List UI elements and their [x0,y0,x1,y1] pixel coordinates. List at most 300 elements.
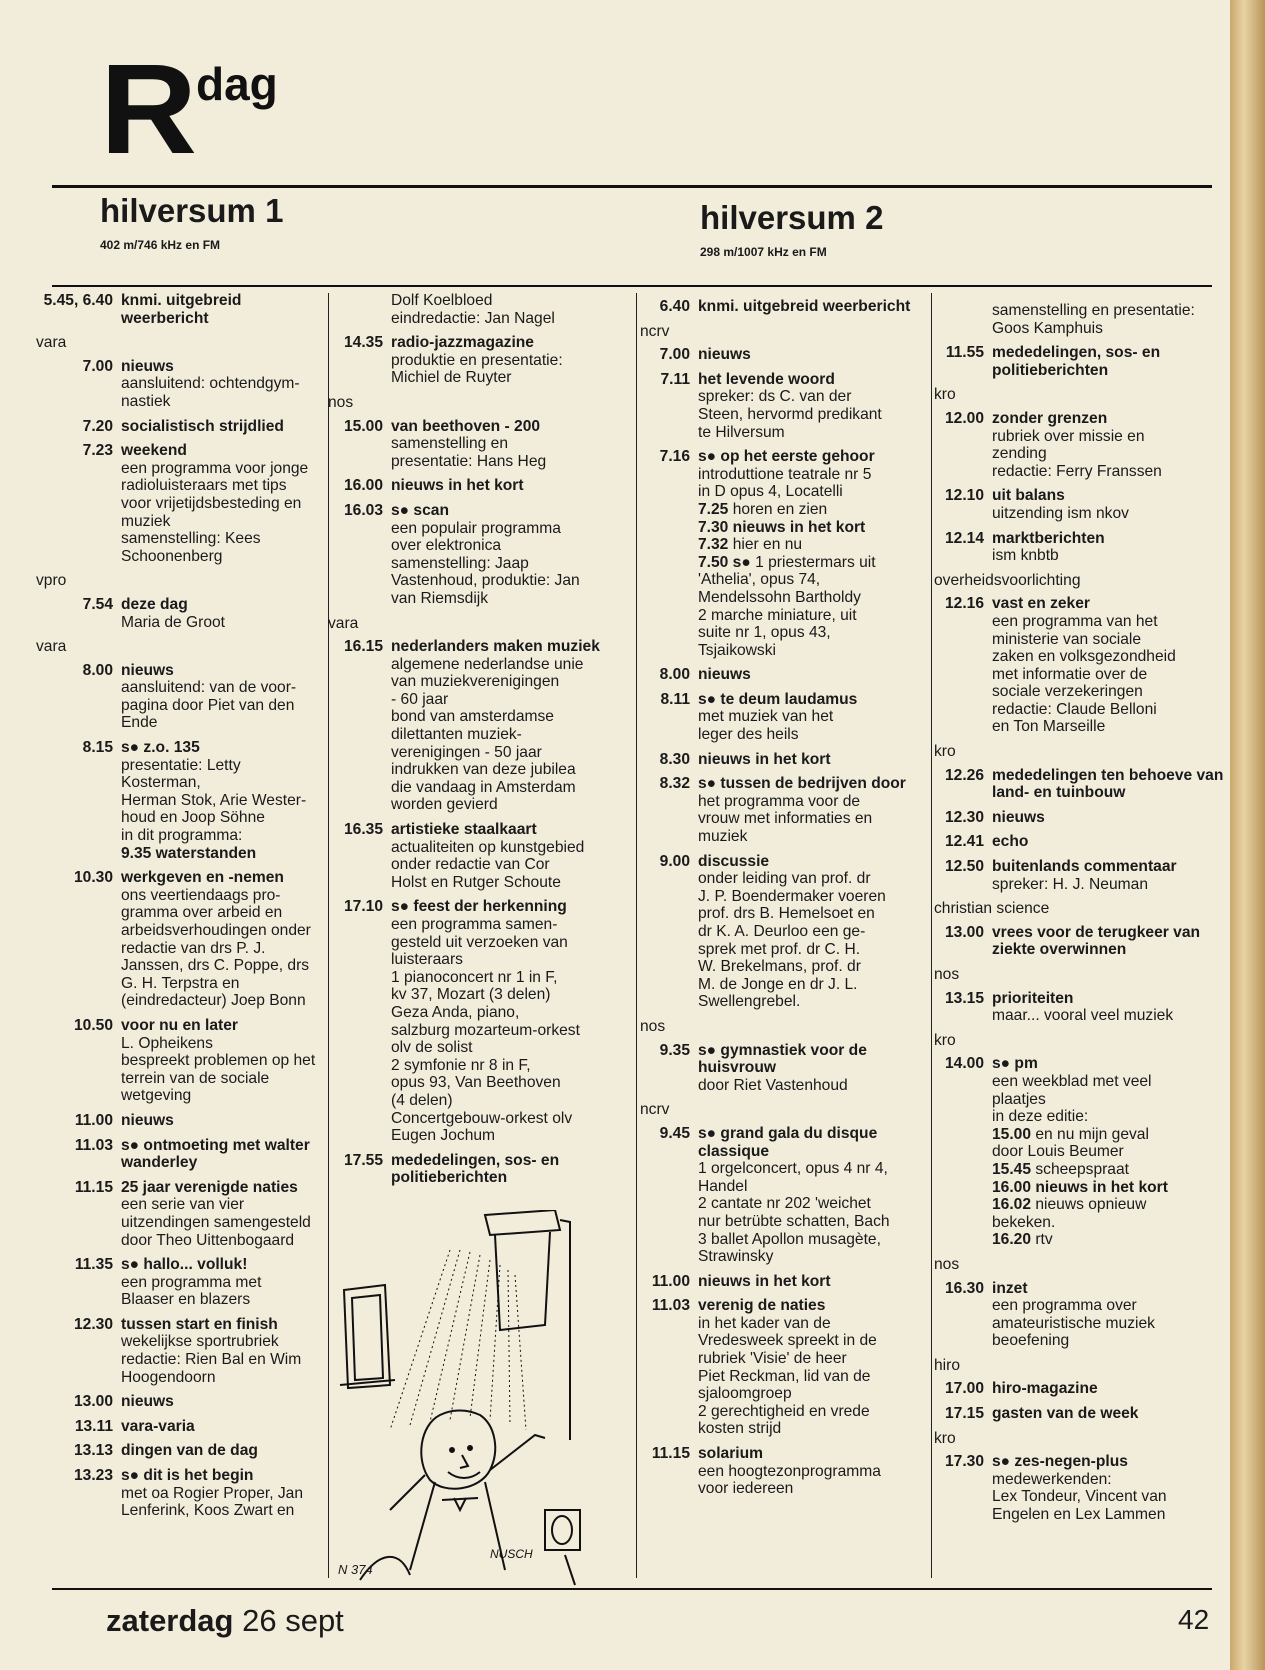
program-content [992,858,1224,893]
broadcaster-label: christian science [934,900,1050,918]
program-title: marktberichten [992,529,1105,547]
program-time: 16.30 [944,1279,984,1297]
program-line: 2 cantate nr 202 'weichet [698,1195,871,1213]
broadcaster-label: vara [36,334,67,352]
program-time: 11.00 [651,1272,690,1290]
program-time: 14.35 [343,334,383,352]
program-line: presentatie: Letty Kosterman, [121,756,241,792]
program-time: 13.13 [73,1442,113,1460]
program-title: socialistisch strijdlied [121,417,284,435]
program-title: nieuws [992,808,1045,826]
broadcaster-label: overheidsvoorlichting [934,571,1081,589]
program-title: nieuws in het kort [698,1272,831,1290]
page-edge [1230,0,1265,1670]
program-content [391,334,630,387]
program-content [992,595,1224,736]
program-content [121,1112,322,1130]
program-content [698,1125,928,1266]
program-title: zonder grenzen [992,409,1108,427]
program-time: 7.00 [82,357,113,375]
program-entry [36,1017,322,1105]
program-line: Michiel de Ruyter [391,369,512,387]
schedule-column-4 [934,302,1224,1531]
program-line: Vastenhoud, produktie: Jan [391,572,580,590]
subitem-text: horen en zien [728,500,828,518]
program-entry [36,1137,322,1172]
program-entry [328,418,630,471]
program-time: 12.50 [944,858,984,876]
program-line: een programma van het [992,612,1158,630]
program-entry [934,302,1224,337]
program-line: beoefening [992,1332,1070,1350]
program-entry [640,298,928,316]
program-title: het levende woord [698,370,835,388]
program-content [391,502,630,608]
subitem-time: 7.32 [698,536,729,554]
program-title: s● scan [391,501,449,519]
program-line: actualiteiten op kunstgebied [391,838,585,856]
program-entry [36,418,322,436]
program-entry [640,853,928,1011]
subitem-text: 1 priestermars uit [750,553,876,571]
program-content [992,809,1224,827]
program-content [698,1297,928,1438]
program-content [121,1179,322,1249]
program-content [992,1405,1224,1423]
program-time: 7.54 [82,595,113,613]
program-subitem [992,1196,1224,1214]
program-title: discussie [698,852,770,870]
program-line: 2 symfonie nr 8 in F, [391,1056,531,1074]
program-title: van beethoven - 200 [391,417,541,435]
program-line: Dolf Koelbloed [391,292,493,309]
program-time: 12.14 [944,529,984,547]
program-line: amateuristische muziek [992,1314,1155,1332]
program-time: 8.11 [660,690,690,708]
program-time: 12.16 [944,595,984,613]
program-line: ons veertiendaags pro- [121,886,281,904]
program-entry [328,1152,630,1187]
program-subitem [992,1214,1224,1232]
program-entry [934,595,1224,736]
program-line: arbeidsverhoudingen onder [121,922,311,939]
program-line: spreker: ds C. van der [698,388,852,406]
program-content [121,1017,322,1105]
program-line: leger des heils [698,726,799,744]
program-content [698,666,928,684]
program-line: pagina door Piet van den [121,696,295,714]
program-content [121,1137,322,1172]
program-content [121,596,322,631]
program-time: 16.15 [343,638,383,656]
program-title: voor nu en later [121,1016,238,1034]
program-time: 16.35 [343,821,383,839]
masthead-sub: dag [196,58,278,110]
program-title: buitenlands commentaar [992,858,1177,876]
broadcaster-label: nos [934,966,960,983]
program-entry [328,477,630,495]
program-title: nieuws [121,1111,174,1129]
program-line: met muziek van het [698,708,834,726]
subitem-time: 7.50 s● [698,553,751,571]
program-entry [36,596,322,631]
program-line: sprek met prof. dr C. H. [698,940,861,958]
program-entry [640,448,928,659]
program-time: 16.03 [343,501,383,519]
program-line: Tsjaikowski [698,641,776,659]
program-line: indrukken van deze jubilea [391,761,576,779]
program-entry [934,1405,1224,1423]
program-content [992,924,1224,959]
subitem-text: nieuws opnieuw [1031,1196,1147,1214]
program-line: 3 ballet Apollon musagète, [698,1230,881,1248]
program-title: nieuws in het kort [391,477,524,495]
program-line: Eugen Jochum [391,1127,496,1145]
program-content [391,821,630,891]
program-entry [640,775,928,845]
program-line: van Riemsdijk [391,589,489,607]
subitem-text: hier en nu [728,536,803,554]
program-title: s● gymnastiek voor de huisvrouw [698,1041,867,1077]
program-line: nur betrübte schatten, Bach [698,1212,890,1230]
program-line: een programma voor jonge [121,459,309,477]
program-content [992,1055,1224,1249]
program-title: s● ontmoeting met walter wanderley [121,1136,310,1172]
program-title: inzet [992,1279,1028,1297]
program-time: 10.30 [73,869,113,887]
program-title: artistieke staalkaart [391,821,537,839]
cartoon-signature: NUSCH [490,1547,533,1561]
program-line: redactie: Rien Bal en Wim [121,1351,302,1369]
masthead-letter: R [100,38,193,181]
program-line: wetgeving [121,1087,192,1105]
program-line: Vredesweek spreekt in de [698,1332,877,1350]
program-line: Holst en Rutger Schoute [391,873,561,891]
program-content [992,1453,1224,1523]
program-title: mededelingen, sos- en politieberichten [391,1151,560,1187]
program-line: worden gevierd [391,796,498,814]
program-time: 8.00 [659,666,690,684]
program-content [121,1442,322,1460]
program-entry [36,442,322,565]
program-entry [640,1042,928,1095]
program-title: s● pm [992,1055,1038,1073]
program-entry [328,821,630,891]
station-frequency: 402 m/746 kHz en FM [100,238,221,252]
program-line: eindredactie: Jan Nagel [391,309,555,327]
program-time: 8.32 [659,775,690,793]
program-time [328,292,391,327]
program-title: s● hallo... volluk! [121,1256,248,1274]
program-title: uit balans [992,487,1065,505]
program-time: 7.16 [659,448,690,466]
program-entry [36,869,322,1010]
program-title: vrees voor de terugkeer van ziekte overwinnen [992,923,1201,959]
program-title: s● op het eerste gehoor [698,448,875,466]
program-entry [934,858,1224,893]
program-entry [36,1393,322,1411]
program-entry [36,739,322,862]
program-entry [640,1125,928,1266]
program-title: s● grand gala du disque classique [698,1124,878,1160]
program-line: kv 37, Mozart (3 delen) [391,986,551,1004]
program-line: een weekblad met veel [992,1072,1152,1090]
program-line: over elektronica [391,537,502,555]
subitem-time: 7.25 [698,500,729,518]
program-line: van muziekverenigingen [391,673,560,691]
program-time: 11.15 [74,1178,113,1196]
program-title: s● tussen de bedrijven door [698,775,906,793]
program-content [121,1316,322,1386]
program-title: vast en zeker [992,595,1090,613]
program-entry [328,502,630,608]
program-title: s● te deum laudamus [698,690,858,708]
program-entry [36,1256,322,1309]
station-header-hilversum-1 [100,193,283,252]
program-line: 2 marche miniature, uit [698,606,857,624]
program-line: Swellengrebel. [698,993,801,1011]
program-content [992,302,1224,337]
program-title: mededelingen, sos- en politieberichten [992,344,1161,379]
program-time: 15.00 [343,417,383,435]
program-line: olv de solist [391,1039,473,1057]
program-entry [36,1112,322,1130]
program-content [698,751,928,769]
program-line: presentatie: Hans Heg [391,452,547,470]
program-entry [328,334,630,387]
subitem-text: rtv [1031,1231,1053,1249]
program-time: 17.15 [944,1405,984,1423]
program-content [391,1152,630,1187]
program-line: samenstelling: Jaap [391,554,529,572]
program-line: redactie: Ferry Franssen [992,462,1162,480]
program-entry [640,1273,928,1291]
program-line: een programma samen- [391,916,558,933]
program-entry [934,344,1224,379]
program-entry [640,666,928,684]
program-line: aansluitend: van de voor- [121,679,297,697]
program-title: vara-varia [121,1417,195,1435]
program-line: ism knbtb [992,547,1059,565]
program-content [121,1467,322,1520]
program-line: uitzendingen samengesteld [121,1213,311,1231]
program-entry [934,1055,1224,1249]
subitem-text: scheepspraat [1031,1160,1129,1178]
program-time: 7.00 [659,346,690,364]
program-title: echo [992,833,1029,851]
program-line: muziek [121,512,171,530]
program-time: 9.45 [659,1124,690,1142]
program-subitem [992,1143,1224,1161]
program-line: Strawinsky [698,1248,774,1266]
program-entry [328,292,630,327]
program-line: M. de Jonge en dr J. L. [698,975,858,993]
page-number: 42 [1178,1604,1210,1635]
schedule-column-3 [640,298,928,1505]
program-line: introduttione teatrale nr 5 [698,465,872,483]
program-title: s● zes-negen-plus [992,1453,1128,1471]
program-line: Handel [698,1177,748,1195]
program-title: nieuws [121,357,174,375]
program-content [698,298,928,316]
program-line: Concertgebouw-orkest olv [391,1109,573,1127]
subitem-time: 16.02 [992,1196,1032,1214]
broadcaster-label: kro [934,1031,956,1049]
program-line: Mendelssohn Bartholdy [698,588,861,606]
program-line: Engelen en Lex Lammen [992,1506,1166,1524]
program-title: nieuws [698,346,751,364]
program-entry [640,1297,928,1438]
program-line: door Riet Vastenhoud [698,1076,848,1094]
program-line: medewerkenden: [992,1470,1112,1488]
program-line: die vandaag in Amsterdam [391,778,576,796]
program-content [698,691,928,744]
program-entry [934,1453,1224,1523]
program-content [391,638,630,814]
program-time: 7.11 [660,370,690,388]
program-time: 12.10 [944,487,984,505]
program-line: Goos Kamphuis [992,319,1103,337]
program-content [121,662,322,732]
program-content [121,869,322,1010]
program-title: 25 jaar verenigde naties [121,1178,298,1196]
program-content [992,1280,1224,1350]
program-time: 17.00 [944,1380,984,1398]
program-entry [640,371,928,441]
program-line: W. Brekelmans, prof. dr [698,958,861,976]
broadcaster-label: nos [328,393,354,411]
program-subitem [698,501,928,519]
program-title: radio-jazzmagazine [391,334,534,352]
program-time: 13.23 [73,1467,113,1485]
program-title: verenig de naties [698,1297,826,1315]
program-entry [934,809,1224,827]
program-content [992,530,1224,565]
program-time: 11.03 [651,1297,690,1315]
program-line: zending [992,445,1047,463]
program-line: een hoogtezonprogramma [698,1462,881,1480]
program-line: G. H. Terpstra en [121,974,240,992]
program-line: te Hilversum [698,423,785,441]
program-subitem [698,554,928,572]
broadcaster-label: ncrv [640,1101,670,1119]
program-time: 16.00 [343,477,383,495]
program-title: solarium [698,1445,763,1463]
program-content [992,767,1224,802]
program-line: aansluitend: ochtendgym- [121,375,300,393]
program-line: kosten strijd [698,1420,782,1438]
program-entry [36,1442,322,1460]
program-subitem [992,1231,1224,1249]
station-frequency: 298 m/1007 kHz en FM [700,245,827,259]
program-time: 7.20 [82,417,113,435]
bottom-rule [52,1588,1212,1590]
program-line: L. Opheikens [121,1034,213,1052]
program-line: zaken en volksgezondheid [992,648,1176,666]
program-line: algemene nederlandse unie [391,655,584,673]
program-title: hiro-magazine [992,1380,1098,1398]
subitem-text: door Louis Beumer [992,1143,1124,1161]
program-content [698,346,928,364]
program-time [934,302,992,337]
program-entry [328,898,630,1144]
program-line: produktie en presentatie: [391,351,563,369]
footer-date-text: 26 sept [242,1603,344,1638]
program-time: 10.50 [73,1016,113,1034]
program-content [698,853,928,1011]
program-entry [36,662,322,732]
program-content [391,898,630,1144]
program-line: in deze editie: [992,1108,1089,1126]
program-time: 11.15 [651,1445,690,1463]
program-subitem [698,536,928,554]
program-line: maar... vooral veel muziek [992,1007,1174,1025]
program-subitem [992,1126,1224,1144]
program-line: Piet Reckman, lid van de [698,1367,871,1385]
program-line: in dit programma: [121,827,243,845]
program-line: een serie van vier [121,1196,245,1214]
program-content [992,487,1224,522]
program-title: nieuws [121,1393,174,1411]
program-line: sociale verzekeringen [992,683,1143,701]
program-title: nieuws [698,666,751,684]
program-title: werkgeven en -nemen [121,869,284,887]
program-line: sjaloomgroep [698,1385,792,1403]
program-time: 5.45, 6.40 [43,292,113,309]
subitem-text: en nu mijn geval [1031,1125,1149,1143]
program-line: 1 orgelconcert, opus 4 nr 4, [698,1160,888,1178]
program-title: gasten van de week [992,1405,1139,1423]
program-line: Ende [121,714,158,732]
program-line: plaatjes [992,1090,1046,1108]
program-line: Maria de Groot [121,613,226,631]
subitem-time: 16.20 [992,1231,1032,1249]
program-line: samenstelling: Kees [121,530,261,548]
schedule-column-2 [328,292,630,1194]
program-content [121,442,322,565]
column-divider [636,293,637,1578]
broadcaster-label: nos [934,1255,960,1273]
program-title: knmi. uitgebreid weerbericht [121,292,242,327]
program-line: Hoogendoorn [121,1368,216,1386]
subitem-time: 16.00 nieuws in het kort [992,1178,1168,1196]
program-highlight: 9.35 waterstanden [121,844,257,862]
program-line: muziek [698,828,748,846]
program-title: nederlanders maken muziek [391,638,600,656]
program-line: 2 gerechtigheid en vrede [698,1402,870,1420]
program-entry [36,1467,322,1520]
footer-day: zaterdag [106,1603,234,1638]
program-line: Geza Anda, piano, [391,1003,520,1021]
program-content [121,418,322,436]
program-entry [934,833,1224,851]
program-content [698,371,928,441]
program-time: 12.30 [73,1315,113,1333]
program-entry [36,1316,322,1386]
program-content [121,1256,322,1309]
program-entry [640,691,928,744]
program-subitem [992,1179,1224,1197]
subitem-time: 15.45 [992,1160,1032,1178]
program-line: wekelijkse sportrubriek [121,1333,279,1351]
program-time: 17.10 [343,898,383,916]
subitem-time: 15.00 [992,1125,1032,1143]
program-line: rubriek 'Visie' de heer [698,1350,847,1368]
program-content [698,1273,928,1291]
program-content [698,775,928,845]
subitem-time: 7.30 nieuws in het kort [698,518,866,536]
program-entry [934,1380,1224,1398]
